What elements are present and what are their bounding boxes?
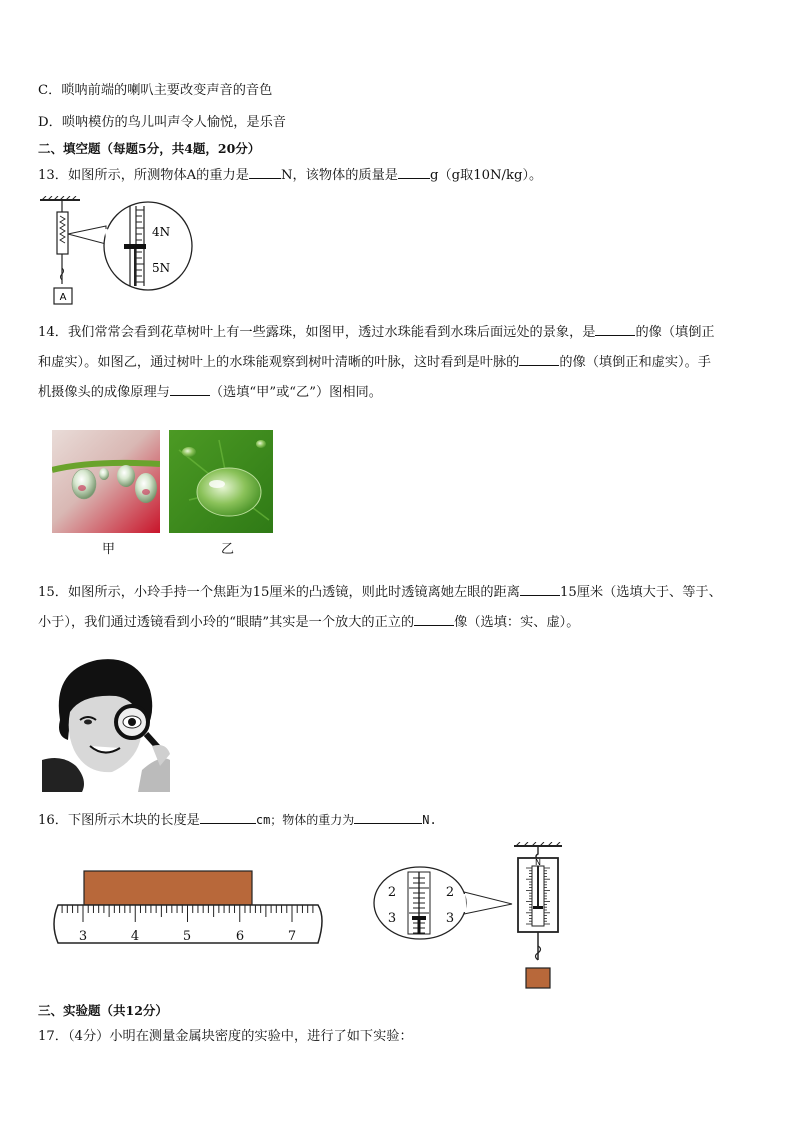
- question-17: 17．（4分）小明在测量金属块密度的实验中，进行了如下实验：: [38, 1029, 413, 1044]
- ruler-label-6: 6: [235, 929, 245, 944]
- q16-spring-scale-figure: [372, 842, 572, 994]
- q13-spring-scale-figure: [36, 196, 196, 308]
- q16-text-3: N.: [422, 813, 437, 827]
- gauge-left-3: 3: [387, 911, 397, 926]
- section-title-fill-in: 二、填空题（每题5分，共4题，20分）: [38, 141, 261, 156]
- scale-unit-label: N: [535, 858, 541, 867]
- label-4n: 4N: [152, 225, 171, 239]
- q15-text-4: 像（选填：实、虚）。: [454, 615, 580, 630]
- question-14-line-1: [38, 323, 715, 342]
- photo-waterdrop-on-leaf: [169, 430, 273, 533]
- caption-yi: 乙: [221, 542, 235, 557]
- q16-blank-1: [200, 811, 256, 824]
- q14-text-4: 的像（填倒正和虚实）。手: [559, 355, 711, 370]
- q15-text-1: 15．如图所示，小玲手持一个焦距为15厘米的凸透镜，则此时透镜离她左眼的距离: [38, 585, 520, 600]
- ruler-label-4: 4: [130, 929, 140, 944]
- ruler-label-7: 7: [287, 929, 297, 944]
- option-c: C．唢呐前端的喇叭主要改变声音的音色: [38, 83, 273, 98]
- section-title-experiment: 三、实验题（共12分）: [38, 1003, 168, 1018]
- block-a-label: A: [59, 292, 67, 303]
- q14-blank-1: [595, 323, 635, 336]
- q14-blank-3: [170, 383, 210, 396]
- ruler-with-wood-block-figure: [46, 868, 328, 948]
- question-15-line-2: [38, 613, 579, 632]
- q13-text-2: N，该物体的质量是: [280, 168, 398, 183]
- option-d: D．唢呐模仿的鸟儿叫声令人愉悦，是乐音: [38, 115, 286, 130]
- q15-text-2: 15厘米（选填大于、等于、: [559, 585, 722, 600]
- photo-girl-with-magnifier: [42, 650, 170, 792]
- q14-blank-2: [519, 353, 559, 366]
- q13-blank-1: [249, 166, 281, 179]
- gauge-left-2: 2: [387, 885, 397, 900]
- q14-text-3: 和虚实）。如图乙，通过树叶上的水珠能观察到树叶清晰的叶脉，这时看到是叶脉的: [38, 355, 520, 370]
- q16-blank-2: [354, 811, 422, 824]
- q14-text-2: 的像（填倒正: [635, 325, 715, 340]
- q13-blank-2: [398, 166, 430, 179]
- q15-blank-2: [414, 613, 454, 626]
- photo-dewdrops-on-stem: [52, 430, 160, 533]
- caption-jia: 甲: [102, 542, 116, 557]
- q16-text-1: 16．下图所示木块的长度是: [38, 813, 200, 828]
- wood-block: [84, 871, 252, 905]
- label-5n: 5N: [152, 261, 171, 275]
- ruler-label-5: 5: [182, 929, 192, 944]
- q15-blank-1: [520, 583, 560, 596]
- question-14-line-3: [38, 383, 382, 402]
- question-15-line-1: [38, 583, 722, 602]
- q13-text-1: 13．如图所示，所测物体A的重力是: [38, 168, 249, 183]
- hanging-weight: [526, 968, 550, 988]
- question-13: [38, 166, 542, 185]
- question-14-line-2: [38, 353, 711, 372]
- q14-text-5: 机摄像头的成像原理与: [38, 385, 170, 400]
- question-16: [38, 811, 437, 830]
- q16-text-2: cm；物体的重力为: [255, 813, 355, 827]
- q14-text-6: （选填“甲”或“乙”）图相同。: [209, 385, 382, 400]
- ruler-label-3: 3: [78, 929, 88, 944]
- gauge-right-2: 2: [445, 885, 455, 900]
- q15-text-3: 小于），我们通过透镜看到小玲的“眼睛”其实是一个放大的正立的: [38, 615, 415, 630]
- q14-text-1: 14．我们常常会看到花草树叶上有一些露珠，如图甲，透过水珠能看到水珠后面远处的景象，是: [38, 325, 596, 340]
- gauge-right-3: 3: [445, 911, 455, 926]
- q13-text-3: g（g取10N/kg）。: [429, 168, 543, 183]
